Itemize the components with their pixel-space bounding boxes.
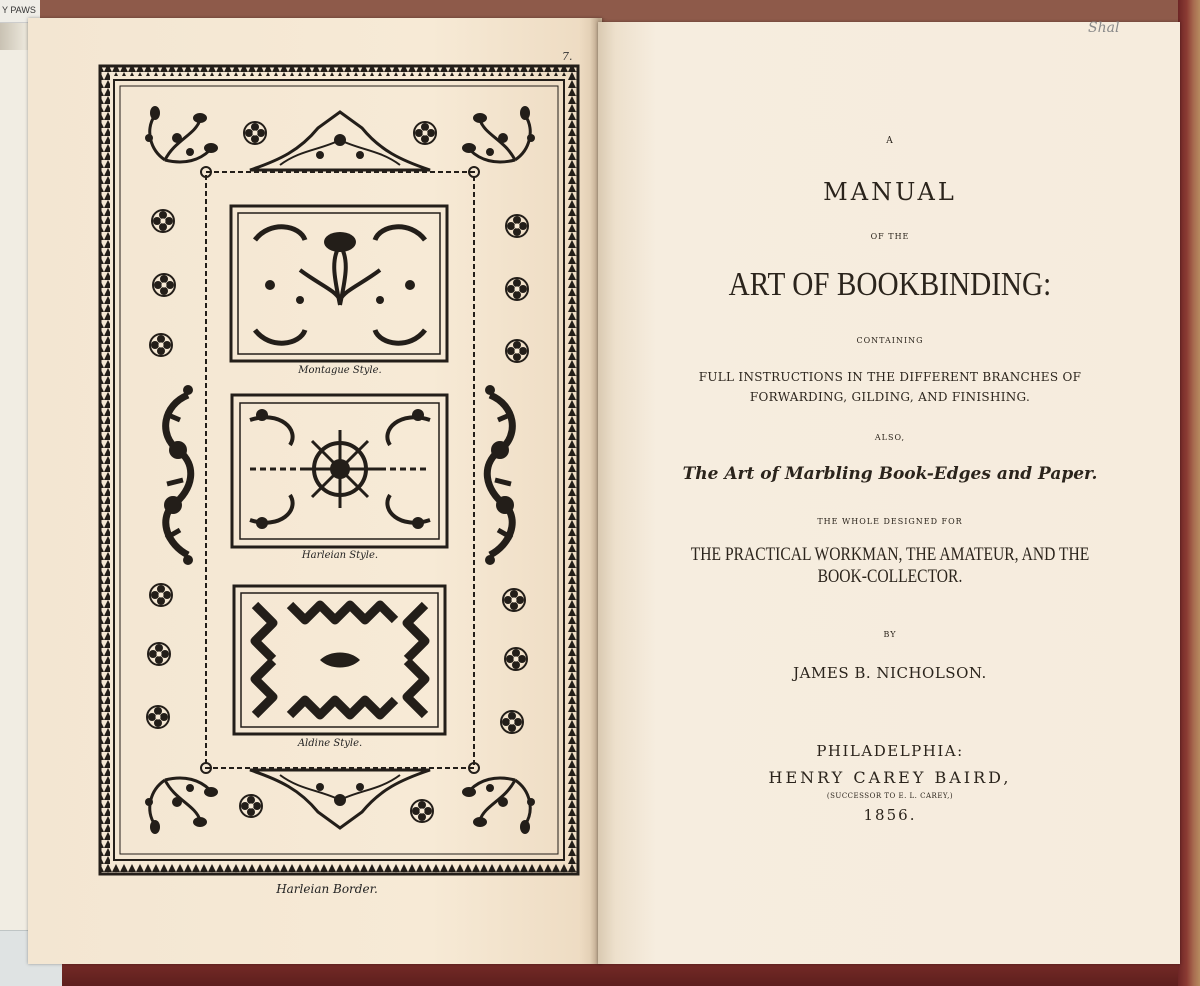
title-year: 1856. <box>863 806 917 824</box>
title-author: JAMES B. NICHOLSON. <box>793 664 987 682</box>
title-page-text <box>640 0 1140 960</box>
caption-harleian-border: Harleian Border. <box>276 882 378 896</box>
title-successor: (SUCCESSOR TO E. L. CAREY,) <box>826 792 954 800</box>
pencil-annotation: Shal <box>1088 20 1120 36</box>
title-manual: MANUAL <box>823 178 957 206</box>
title-instructions-line-1: FULL INSTRUCTIONS IN THE DIFFERENT BRANCHES OF <box>698 370 1082 384</box>
title-instructions-line-2: FORWARDING, GILDING, AND FINISHING. <box>749 390 1031 404</box>
cut-off-label: Y PAWS <box>2 5 36 15</box>
title-art-of-bookbinding: ART OF BOOKBINDING: <box>728 266 1052 303</box>
title-designed-for: THE WHOLE DESIGNED FOR <box>817 517 963 526</box>
title-article: A <box>886 136 894 146</box>
title-marbling: The Art of Marbling Book-Edges and Paper. <box>682 464 1098 484</box>
caption-harleian-style: Harleian Style. <box>301 550 379 561</box>
title-audience-line-2: BOOK-COLLECTOR. <box>817 566 963 587</box>
title-of-the: OF THE <box>870 232 910 241</box>
caption-aldine-style: Aldine Style. <box>297 738 363 749</box>
title-also: ALSO, <box>874 433 906 442</box>
page-number: 7. <box>562 50 573 63</box>
title-publisher: HENRY CAREY BAIRD, <box>768 768 1012 787</box>
title-place: PHILADELPHIA: <box>816 742 964 760</box>
title-audience-line-1: THE PRACTICAL WORKMAN, THE AMATEUR, AND THE <box>690 544 1090 565</box>
caption-montague-style: Montague Style. <box>298 365 382 376</box>
title-by: BY <box>883 630 897 639</box>
title-containing: CONTAINING <box>856 336 924 345</box>
